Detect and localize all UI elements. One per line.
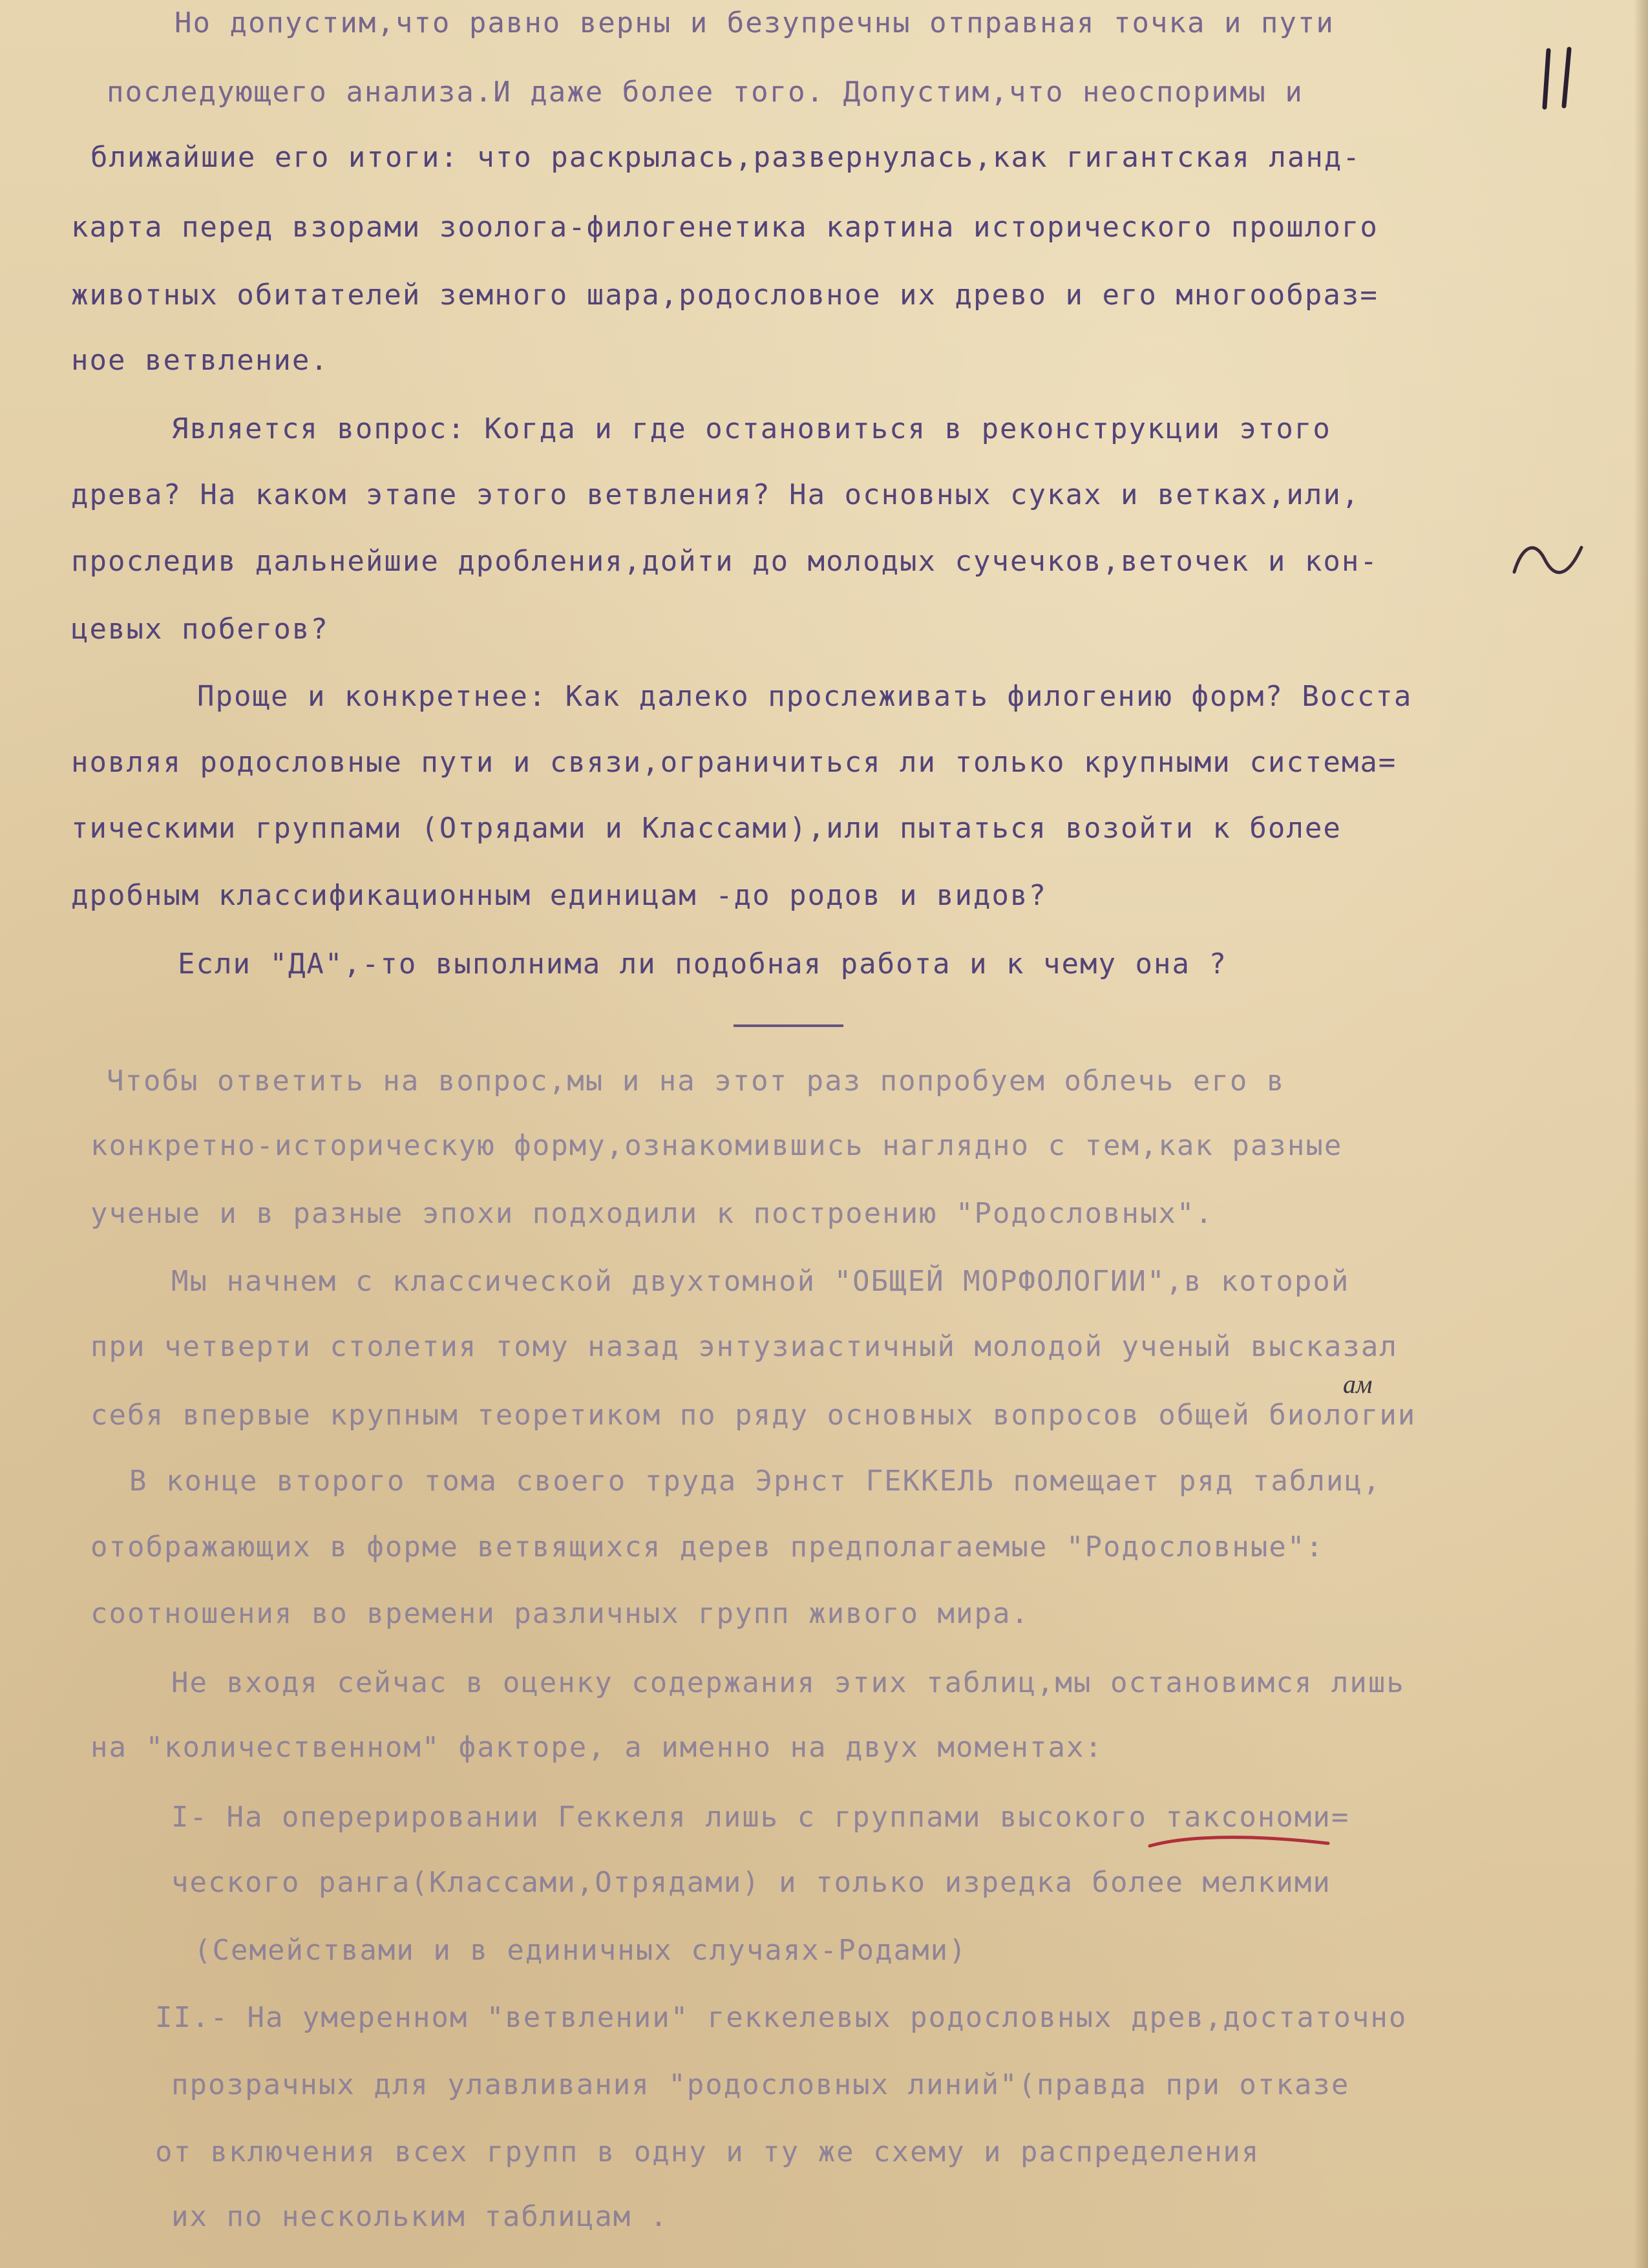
text-line-23: отображающих в форме ветвящихся дерев предполагаемые "Родословные": (90, 1531, 1324, 1563)
text-line-22: В конце второго тома своего труда Эрнст ГЕККЕЛЬ помещает ряд таблиц, (129, 1465, 1382, 1498)
text-line-16: Чтобы ответить на вопрос,мы и на этот раз попробуем облечь его в (107, 1065, 1285, 1097)
text-line-17: конкретно-историческую форму,ознакомившись наглядно с тем,как разные (90, 1129, 1343, 1162)
text-line-30: II.- На умеренном "ветвлении" геккелевых родословных древ,достаточно (155, 2001, 1408, 2034)
text-line-5: животных обитателей земного шара,родословное их древо и его многообраз= (71, 279, 1379, 312)
text-line-11: Проще и конкретнее: Как далеко прослеживать филогению форм? Восста (197, 680, 1413, 713)
text-line-1: Но допустим,что равно верны и безупречны отправная точка и пути (174, 6, 1335, 39)
text-line-26: на "количественном" факторе, а именно на двух моментах: (90, 1731, 1103, 1764)
text-line-24: соотношения во времени различных групп живого мира. (90, 1597, 1030, 1630)
text-line-32: от включения всех групп в одну и ту же схему и распределения (155, 2136, 1260, 2168)
text-line-2: последующего анализа.И даже более того. Допустим,что неоспоримы и (107, 76, 1304, 109)
text-line-3: ближайшие его итоги: что раскрылась,развернулась,как гигантская ланд- (90, 141, 1361, 174)
text-line-25: Не входя сейчас в оценку содержания этих таблиц,мы остановимся лишь (171, 1666, 1405, 1699)
handwritten-insertion: ам (1343, 1370, 1373, 1399)
text-line-31: прозрачных для улавливания "родословных линий"(правда при отказе (171, 2068, 1350, 2101)
text-line-4: карта перед взорами зоолога-филогенетика картина исторического прошлого (71, 211, 1379, 244)
text-line-12: новляя родословные пути и связи,ограничиться ли только крупными система= (71, 746, 1397, 779)
text-line-33: их по нескольким таблицам . (171, 2200, 669, 2233)
text-line-20: при четверти столетия тому назад энтузиастичный молодой ученый высказал (90, 1330, 1398, 1363)
text-line-29: (Семействами и в единичных случаях-Родами) (194, 1934, 967, 1967)
text-line-9: проследив дальнейшие дробления,дойти до молодых сучечков,веточек и кон- (71, 545, 1379, 578)
text-line-14: дробным классификационным единицам -до родов и видов? (71, 879, 1047, 912)
text-line-6: ное ветвление. (71, 344, 329, 377)
text-line-8: древа? На каком этапе этого ветвления? На основных суках и ветках,или, (71, 478, 1360, 511)
section-separator (734, 1024, 843, 1027)
handwritten-page-number (1539, 47, 1585, 111)
red-pencil-underline (1147, 1832, 1331, 1851)
text-line-15: Если "ДА",-то выполнима ли подобная работа и к чему она ? (178, 948, 1227, 980)
text-line-27: I- На оперерировании Геккеля лишь с группами высокого таксономи= (171, 1801, 1350, 1834)
text-line-7: Является вопрос: Когда и где остановиться в реконструкции этого (171, 412, 1331, 445)
text-line-19: Мы начнем с классической двухтомной "ОБЩЕЙ МОРФОЛОГИИ",в которой (171, 1265, 1350, 1298)
handwritten-correction-mark (1509, 533, 1587, 585)
text-line-10: цевых побегов? (71, 613, 329, 646)
text-line-18: ученые и в разные эпохи подходили к построению "Родословных". (90, 1197, 1214, 1230)
text-line-21: себя впервые крупным теоретиком по ряду основных вопросов общей биологии (90, 1399, 1417, 1432)
page-edge-shadow (1634, 0, 1648, 2268)
text-line-13: тическими группами (Отрядами и Классами),или пытаться возойти к более (71, 812, 1342, 845)
text-line-28: ческого ранга(Классами,Отрядами) и только изредка более мелкими (171, 1866, 1331, 1899)
